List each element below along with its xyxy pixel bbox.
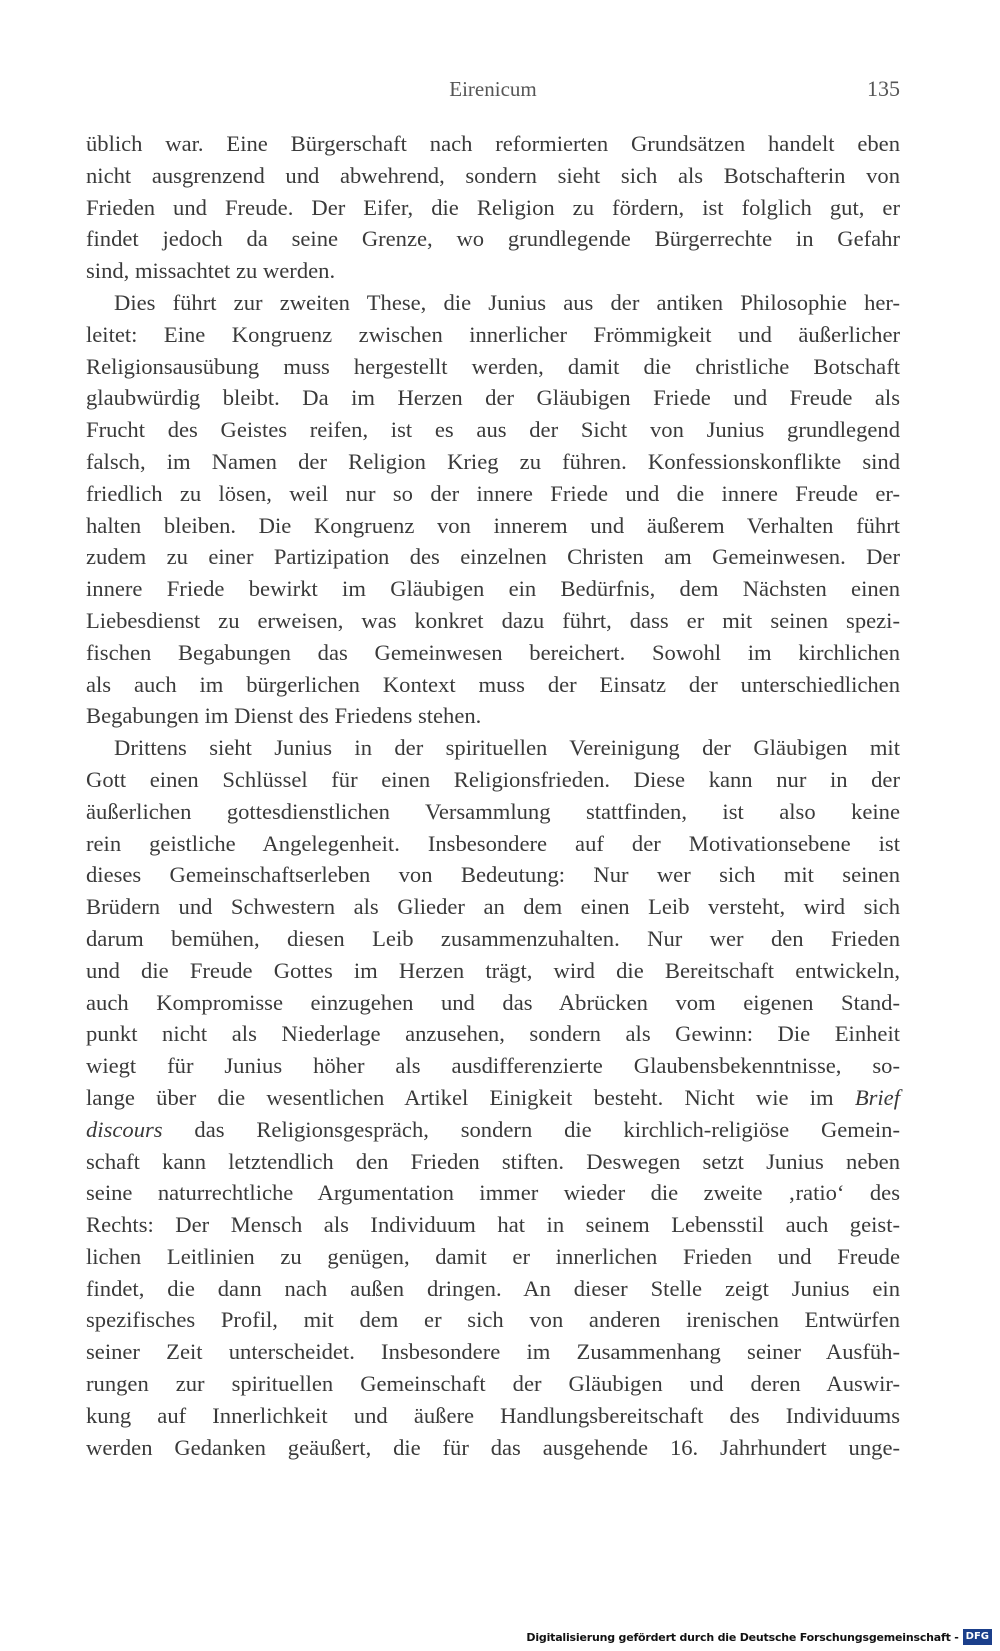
text-line: seine naturrechtliche Argumentation immer wieder die zweite ‚ratio‘ des — [86, 1180, 900, 1206]
text-line: nicht ausgrenzend und abwehrend, sondern sieht sich als Botschafterin von — [86, 162, 900, 188]
text-line: Rechts: Der Mensch als Individuum hat in seinem Lebensstil auch geist- — [86, 1212, 900, 1238]
running-head — [86, 74, 900, 104]
text-line: lichen Leitlinien zu genügen, damit er innerlichen Frieden und Freude — [86, 1243, 900, 1269]
text-line: falsch, im Namen der Religion Krieg zu führen. Konfessionskonflikte sind — [86, 448, 900, 474]
text-line: Dies führt zur zweiten These, die Junius aus der antiken Philosophie her- — [114, 289, 900, 315]
text-line: punkt nicht als Niederlage anzusehen, sondern als Gewinn: Die Einheit — [86, 1021, 900, 1047]
italic-title-discours: discours — [86, 1116, 163, 1142]
running-title: Eirenicum — [449, 77, 537, 101]
text-line: Gott einen Schlüssel für einen Religionsfrieden. Diese kann nur in der — [86, 766, 900, 792]
text-line: Frucht des Geistes reifen, ist es aus der Sicht von Junius grundlegend — [86, 417, 900, 443]
text-line: Drittens sieht Junius in der spirituellen Vereinigung der Gläubigen mit — [114, 735, 900, 761]
text-line: fischen Begabungen das Gemeinwesen bereichert. Sowohl im kirchlichen — [86, 639, 900, 665]
text-line: auch Kompromisse einzugehen und das Abrücken vom eigenen Stand- — [86, 989, 900, 1015]
body-text — [86, 128, 900, 1463]
text-line: glaubwürdig bleibt. Da im Herzen der Gläubigen Friede und Freude als — [86, 385, 900, 411]
text-line: rungen zur spirituellen Gemeinschaft der Gläubigen und deren Auswir- — [86, 1371, 900, 1397]
text-line: wiegt für Junius höher als ausdifferenzierte Glaubensbekenntnisse, so- — [86, 1053, 900, 1079]
text-line: äußerlichen gottesdienstlichen Versammlung stattfinden, ist also keine — [86, 798, 900, 824]
text-line: dieses Gemeinschaftserleben von Bedeutung: Nur wer sich mit seinen — [86, 862, 900, 888]
text-line: Brüdern und Schwestern als Glieder an dem einen Leib versteht, wird sich — [86, 894, 900, 920]
footer-text: Digitalisierung gefördert durch die Deutsche Forschungsgemeinschaft - — [526, 1630, 959, 1644]
text-line: findet jedoch da seine Grenze, wo grundlegende Bürgerrechte in Gefahr — [86, 226, 900, 252]
text-line: Begabungen im Dienst des Friedens stehen. — [86, 703, 482, 729]
text-line: kung auf Innerlichkeit und äußere Handlungsbereitschaft des Individuums — [86, 1402, 900, 1428]
text-line: werden Gedanken geäußert, die für das ausgehende 16. Jahrhundert unge- — [86, 1434, 900, 1460]
text-line: und die Freude Gottes im Herzen trägt, wird die Bereitschaft entwickeln, — [86, 957, 900, 983]
text-segment: lange über die wesentlichen Artikel Einigkeit besteht. Nicht wie im — [86, 1084, 855, 1110]
dfg-logo: DFG — [963, 1629, 992, 1645]
text-line-with-italic — [86, 1114, 900, 1146]
text-line: Religionsausübung muss hergestellt werden, damit die christliche Botschaft — [86, 353, 900, 379]
text-line: als auch im bürgerlichen Kontext muss der Einsatz der unterschiedlichen — [86, 671, 900, 697]
text-line: schaft kann letztendlich den Frieden stiften. Deswegen setzt Junius neben — [86, 1148, 900, 1174]
digitization-footer — [526, 1626, 992, 1648]
text-line: innere Friede bewirkt im Gläubigen ein Bedürfnis, dem Nächsten einen — [86, 576, 900, 602]
text-line: üblich war. Eine Bürgerschaft nach reformierten Grundsätzen handelt eben — [86, 131, 900, 156]
text-line: findet, die dann nach außen dringen. An dieser Stelle zeigt Junius ein — [86, 1275, 900, 1301]
text-line: halten bleiben. Die Kongruenz von innerem und äußerem Verhalten führt — [86, 512, 900, 538]
text-line: rein geistliche Angelegenheit. Insbesondere auf der Motivationsebene ist — [86, 830, 900, 856]
text-line: Liebesdienst zu erweisen, was konkret dazu führt, dass er mit seinen spezi- — [86, 607, 900, 633]
text-line: Frieden und Freude. Der Eifer, die Religion zu fördern, ist folglich gut, er — [86, 194, 900, 220]
text-line-with-italic — [86, 1082, 900, 1114]
text-segment: das Religionsgespräch, sondern die kirchlich-religiöse Gemein- — [194, 1116, 900, 1142]
text-line: darum bemühen, diesen Leib zusammenzuhalten. Nur wer den Frieden — [86, 925, 900, 951]
text-line: sind, missachtet zu werden. — [86, 258, 336, 284]
text-line: seiner Zeit unterscheidet. Insbesondere im Zusammenhang seiner Ausfüh- — [86, 1339, 900, 1365]
text-line: spezifisches Profil, mit dem er sich von anderen irenischen Entwürfen — [86, 1307, 900, 1333]
text-line: zudem zu einer Partizipation des einzelnen Christen am Gemeinwesen. Der — [86, 544, 900, 570]
italic-title-brief: Brief — [854, 1084, 900, 1110]
text-line: leitet: Eine Kongruenz zwischen innerlicher Frömmigkeit und äußerlicher — [86, 321, 900, 347]
page-number: 135 — [867, 76, 900, 101]
text-line: friedlich zu lösen, weil nur so der innere Friede und die innere Freude er- — [86, 480, 900, 506]
